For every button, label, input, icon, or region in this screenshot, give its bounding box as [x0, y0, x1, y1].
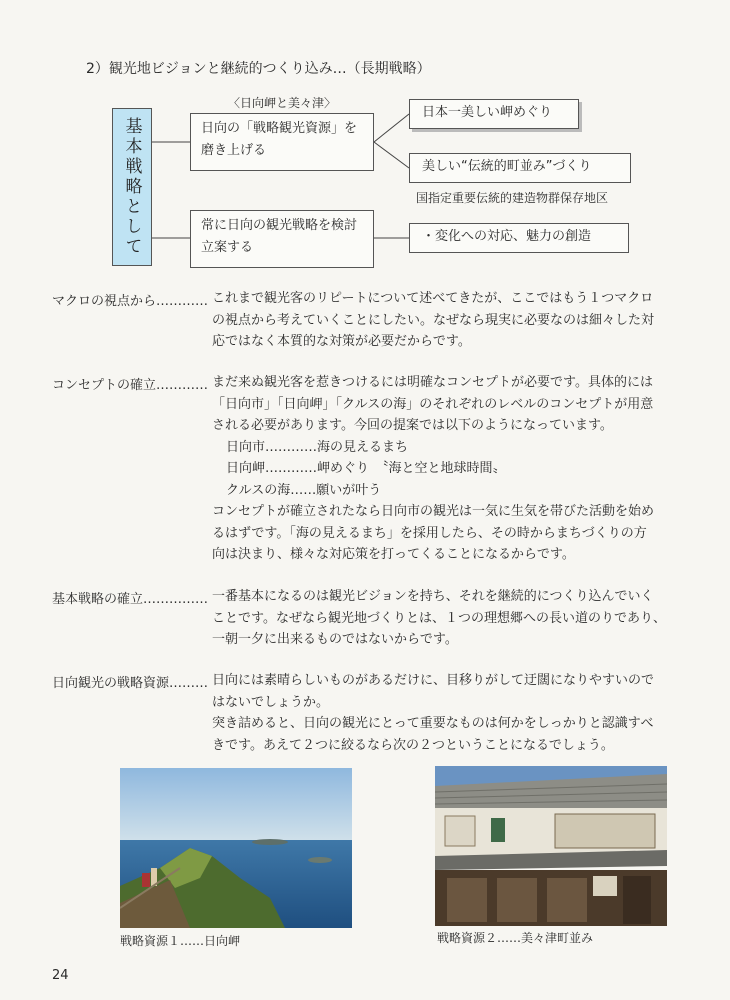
section-heading: 2）観光地ビジョンと継続的つくり込み…（長期戦略） [86, 61, 431, 77]
section-label-resources: 日向観光の戦略資源……… [52, 676, 209, 691]
outcome-box-change: ・変化への対応、魅力の創造 [409, 223, 629, 253]
text-line: コンセプトが確立されたなら日向市の観光は一気に生気を帯びた活動を始め [212, 504, 655, 519]
side-label-box [112, 108, 152, 266]
photo-mimitsu-townscape [435, 766, 667, 926]
section-text-concept [212, 372, 682, 566]
text-line: 向は決まり、様々な対応策を打ってくることになるからです。 [212, 547, 575, 562]
text-line: ことです。なぜなら観光地づくりとは、１つの理想郷への長い道のりであり、 [212, 610, 666, 626]
text-line: 「日向市」「日向岬」「クルスの海」のそれぞれのレベルのコンセプトが用意 [212, 396, 654, 412]
section-text-basic-strategy [212, 586, 682, 651]
text-line: の視点から考えていくことにしたい。なぜなら現実に必要なのは細々した対 [212, 312, 655, 328]
text-line: きです。あえて２つに絞るなら次の２つということになるでしょう。 [212, 737, 614, 753]
text-line: これまで観光客のリピートについて述べてきたが、ここではもう１つマクロ [212, 291, 654, 306]
page-number: 24 [52, 968, 69, 983]
section-text-macro [212, 288, 682, 353]
outcome-box-cape: 日本一美しい岬めぐり [409, 99, 579, 129]
text-line: まだ来ぬ観光客を惹きつけるには明確なコンセプトが必要です。具体的には [212, 375, 653, 390]
text-line: るはずです。「海の見えるまち」を採用したら、その時からまちづくりの方 [212, 525, 647, 541]
section-text-resources [212, 670, 682, 756]
outcome-note: 国指定重要伝統的建造物群保存地区 [416, 191, 609, 205]
section-label-concept: コンセプトの確立………… [52, 378, 209, 393]
concept-list [212, 437, 682, 502]
text-line: 日向には素晴らしいものがあるだけに、目移りがして迂闊になりやすいので [212, 673, 655, 688]
text-line: される必要があります。今回の提案では以下のようになっています。 [212, 418, 613, 433]
photo-caption-1: 戦略資源１……日向岬 [120, 934, 241, 948]
text-line: はないでしょうか。 [212, 694, 330, 710]
strategy-box-planning: 常に日向の観光戦略を検討立案する [190, 210, 374, 268]
concept-item: 日向市…………海の見えるまち [226, 439, 409, 455]
text-line: 突き詰めると、日向の観光にとって重要なものは何かをしっかりと認識すべ [212, 716, 654, 731]
concept-item: 日向岬…………岬めぐり 〝海と空と地球時間〟 [226, 461, 506, 476]
strategy-box-resources: 日向の「戦略観光資源」を磨き上げる [190, 113, 374, 171]
photo-caption-2: 戦略資源２……美々津町並み [437, 931, 594, 945]
photo-hyuga-cape [120, 768, 352, 928]
text-line: 応ではなく本質的な対策が必要だからです。 [212, 334, 471, 349]
text-line: 一番基本になるのは観光ビジョンを持ち、それを継続的につくり込んでいく [212, 589, 654, 604]
section-label-basic-strategy: 基本戦略の確立…………… [52, 592, 209, 607]
section-label-macro: マクロの視点から………… [52, 294, 209, 309]
outcome-box-townscape: 美しい“伝統的町並み”づくり [409, 153, 631, 183]
text-line: 一朝一夕に出来るものではないからです。 [212, 632, 458, 647]
diagram-sub-label: 〈日向岬と美々津〉 [228, 96, 337, 110]
concept-item: クルスの海……願いが叶う [226, 482, 382, 498]
side-label: 基本戦略として [121, 117, 142, 257]
